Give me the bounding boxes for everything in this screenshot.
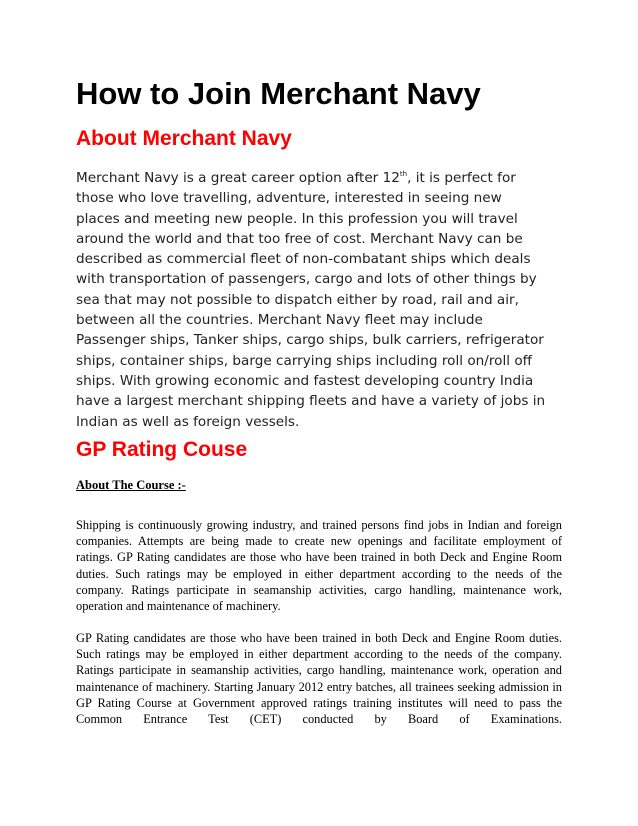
paragraph-2-line: GP Rating candidates are those who have been trained in both Deck and Engine Room duties.	[76, 631, 562, 645]
paragraph-2-line: GP Rating Course at Government approved ratings training institutes will need to pass the	[76, 695, 562, 710]
paragraph-1-line: companies. Attempts are being made to create new openings and facilitate employment of	[76, 534, 562, 549]
paragraph-1-line: Shipping is continuously growing industry, and trained persons find jobs in Indian and foreign	[76, 518, 562, 532]
paragraph-2-line: Such ratings may be employed in either department according to the needs of the company.	[76, 647, 562, 662]
page-title: How to Join Merchant Navy	[76, 76, 481, 111]
course-paragraph-1	[76, 517, 562, 614]
intro-superscript: th	[399, 170, 408, 178]
about-heading: About Merchant Navy	[76, 127, 292, 150]
intro-text-start: Merchant Navy is a great career option after 12	[76, 170, 400, 186]
paragraph-2-line: maintenance of machinery. Starting January 2012 entry batches, all trainees seeking admission in	[76, 679, 562, 694]
paragraph-1-line: ratings. GP Rating candidates are those who have been trained in both Deck and Engine Room	[76, 550, 562, 565]
gp-rating-heading: GP Rating Couse	[76, 438, 248, 461]
paragraph-1-line: company. Ratings participate in seamanship activities, cargo handling, maintenance work,	[76, 582, 562, 597]
course-paragraph-2	[76, 630, 562, 727]
intro-text-rest: , it is perfect for those who love travelling, adventure, interested in seeing new places and meeting new people. In this profession you will travel around the world and that too free of cost. Merchant Navy can be described as commercial fleet of non-combatant ships which deals with transportation of passengers, cargo and lots of other things by sea that may not possible to dispatch either by road, rail and air, between all the countries. Merchant Navy fleet may include Passenger ships, Tanker ships, cargo ships, bulk carriers, refrigerator ships, container ships, barge carrying ships including roll on/roll off ships. With growing economic and fastest developing country India have a largest merchant shipping fleets and have a variety of jobs in Indian as well as foreign vessels.	[76, 170, 546, 430]
paragraph-2-line: Ratings participate in seamanship activities, cargo handling, maintenance work, operation and	[76, 663, 562, 678]
intro-paragraph	[76, 168, 546, 432]
paragraph-2-line: Common Entrance Test (CET) conducted by Board of Examinations.	[76, 712, 562, 727]
paragraph-1-line: duties. Such ratings may be employed in either department according to the needs of the	[76, 566, 562, 581]
course-label: About The Course :-	[76, 478, 186, 492]
paragraph-1-line: operation and maintenance of machinery.	[76, 599, 281, 614]
